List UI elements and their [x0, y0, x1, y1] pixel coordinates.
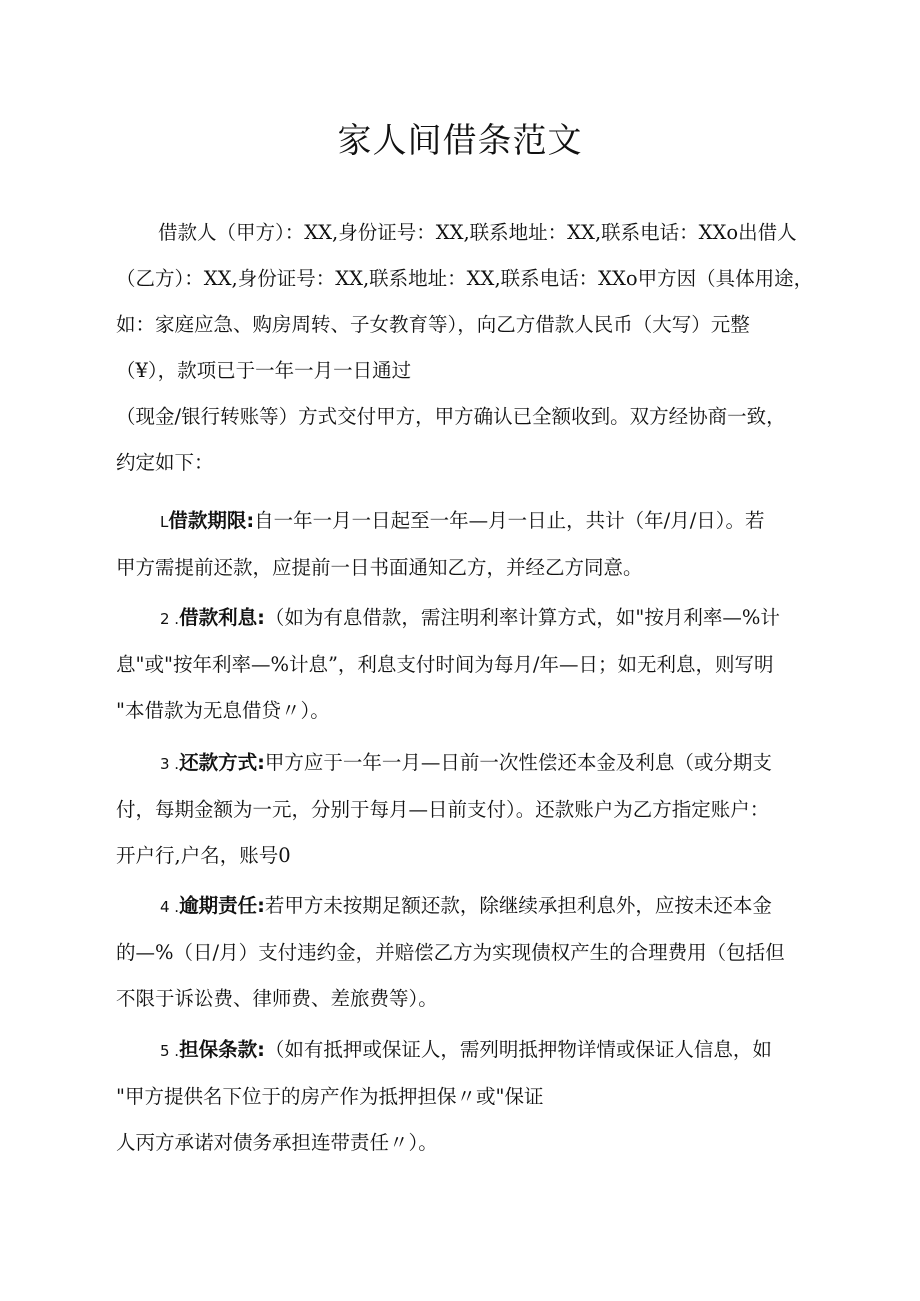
clause-line: "甲方提供名下位于的房产作为抵押担保〃或"保证 [116, 1085, 544, 1108]
clause-line [116, 883, 810, 930]
intro-line: （乙方）：XX,身份证号：XX,联系地址：XX,联系电话：XXo甲方因（具体用途， [116, 267, 814, 290]
clause-text: 若甲方未按期足额还款，除继续承担利息外，应按未还本金 [264, 894, 772, 917]
clause-line [116, 498, 810, 545]
clause-line: 的—%（日/月）支付违约金，并赔偿乙方为实现债权产生的合理费用（包括但 [116, 941, 785, 964]
clause-heading: 借款利息: [179, 606, 265, 629]
clause-line [116, 1027, 810, 1074]
clause-3 [116, 740, 810, 879]
clause-line: 息"或"按年利率—%计息”，利息支付时间为每月/年—日；如无利息，则写明 [116, 653, 774, 676]
intro-line: 约定如下： [116, 451, 214, 474]
intro-line: 如：家庭应急、购房周转、子女教育等），向乙方借款人民币（大写）元整 [116, 313, 750, 336]
intro-line: （现金/银行转账等）方式交付甲方，甲方确认已全额收到。双方经协商一致， [116, 405, 786, 428]
intro-line: （¥），款项已于一年一月一日通过 [116, 359, 412, 382]
clause-heading: 逾期责任: [179, 894, 265, 917]
clause-text: 甲方应于一年一月—日前一次性偿还本金及利息（或分期支 [264, 751, 772, 774]
clause-line [116, 740, 810, 787]
clause-heading: 还款方式: [179, 751, 265, 774]
clause-line: 开户行,户名，账号0 [116, 844, 291, 867]
clause-5 [116, 1027, 810, 1166]
clause-4 [116, 883, 810, 1022]
clause-line: 甲方需提前还款，应提前一日书面通知乙方，并经乙方同意。 [116, 556, 643, 579]
document-title: 家人间借条范文 [337, 121, 583, 161]
intro-paragraph [116, 210, 814, 486]
clause-line: 不限于诉讼费、律师费、差旅费等）。 [116, 987, 438, 1010]
clause-number: L [160, 513, 169, 531]
clause-1 [116, 498, 810, 591]
clause-2 [116, 595, 810, 734]
clause-number: 2 . [160, 610, 180, 628]
clause-heading: 担保条款: [179, 1038, 265, 1061]
clause-number: 3 . [160, 755, 180, 773]
clause-heading: 借款期限: [168, 509, 255, 532]
clause-line: 付，每期金额为一元，分别于每月—日前支付）。还款账户为乙方指定账户： [116, 798, 770, 821]
clause-number: 4 . [160, 898, 180, 916]
intro-line: 借款人（甲方）：XX,身份证号：XX,联系地址：XX,联系电话：XXo出借人 [158, 221, 797, 244]
clause-text: （如为有息借款，需注明利率计算方式，如"按月利率—%计 [264, 606, 780, 629]
clause-line [116, 595, 810, 642]
clause-line: "本借款为无息借贷〃）。 [116, 699, 330, 722]
clause-number: 5 . [160, 1042, 180, 1060]
clause-line: 人丙方承诺对债务承担连带责任〃）。 [116, 1131, 438, 1154]
clause-text: 自一年一月一日起至一年—月一日止，共计（年/月/日）。若 [254, 509, 765, 532]
clause-text: （如有抵押或保证人，需列明抵押物详情或保证人信息，如 [264, 1038, 772, 1061]
